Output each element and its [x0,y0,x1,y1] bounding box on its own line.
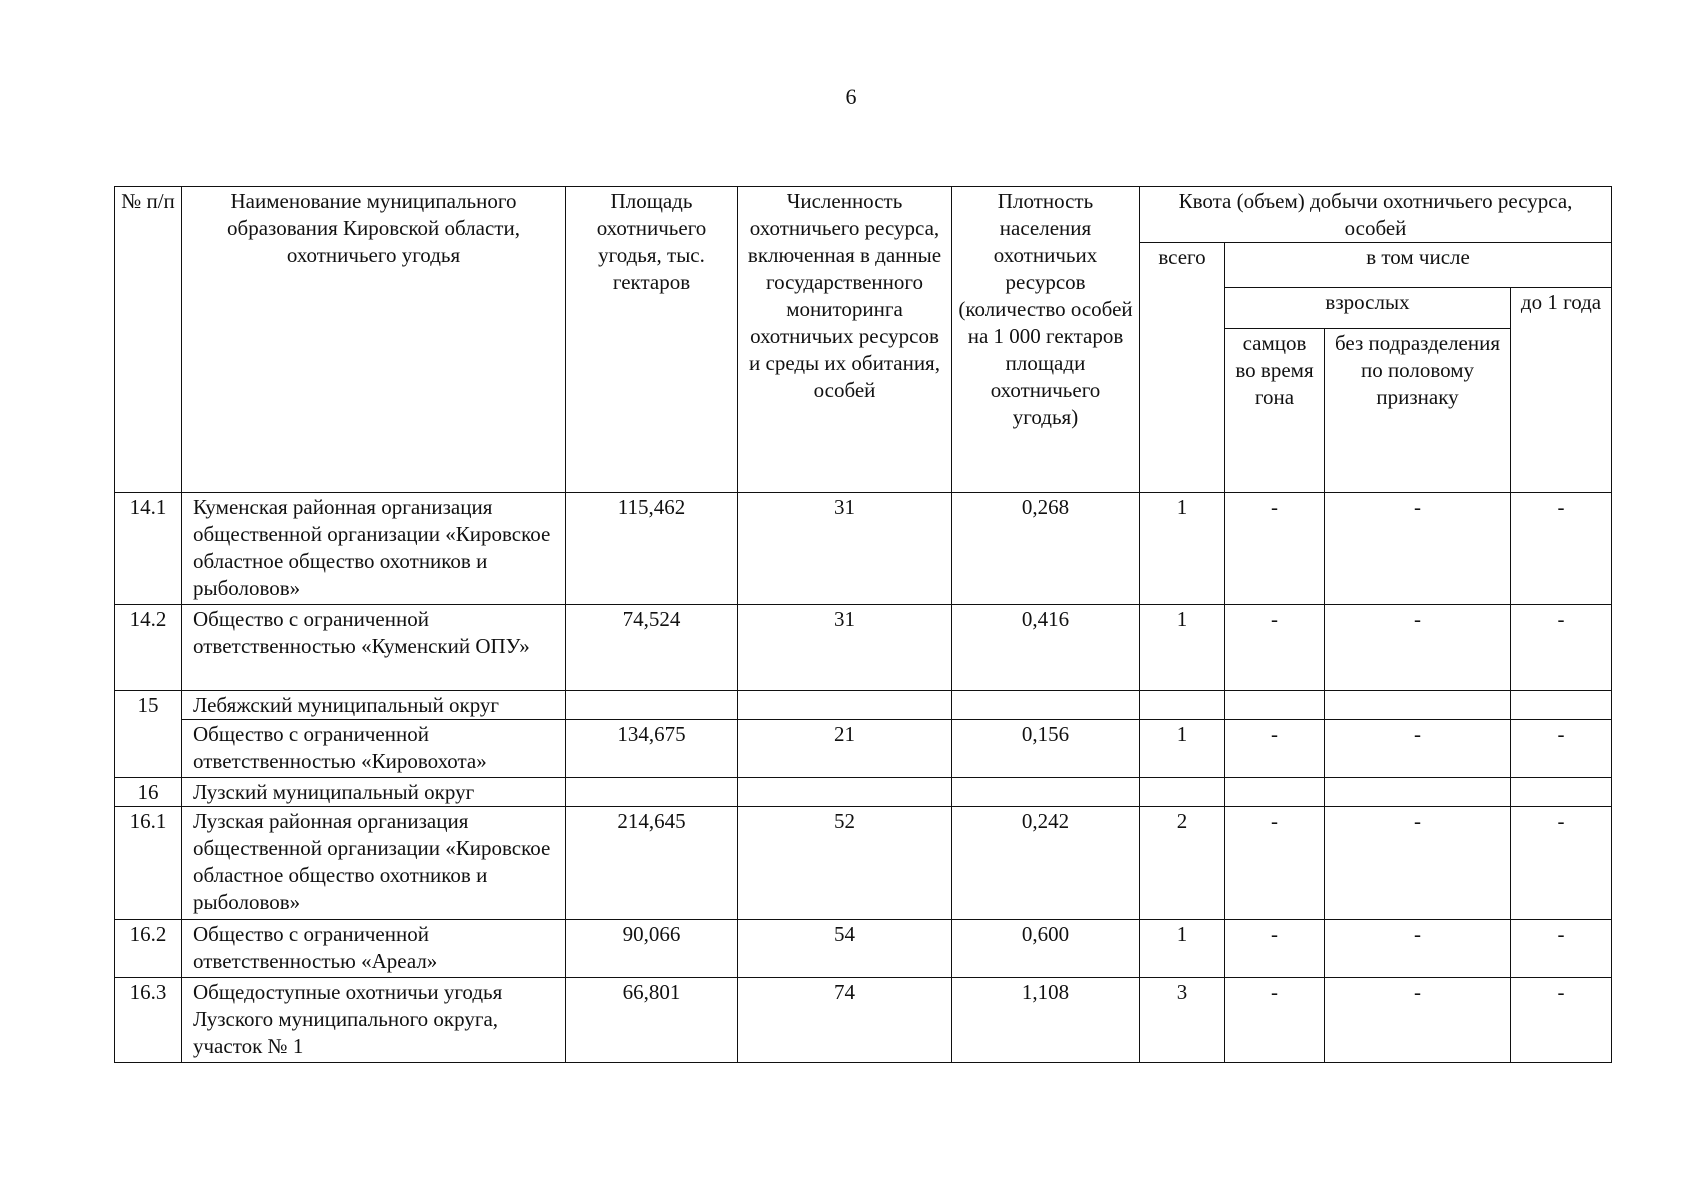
cell-nosex: - [1325,920,1511,978]
cell-total [1140,691,1225,720]
cell-num: 16.1 [115,807,182,920]
header-adults: взрослых [1225,288,1511,329]
quota-table [114,186,1612,1063]
cell-total: 1 [1140,920,1225,978]
cell-nosex: - [1325,605,1511,691]
cell-name: Общество с ограниченной ответственностью «Кировохота» [182,720,566,778]
cell-males: - [1225,720,1325,778]
cell-nosex: - [1325,493,1511,605]
cell-total: 3 [1140,978,1225,1063]
cell-density: 0,416 [952,605,1140,691]
cell-area [566,691,738,720]
cell-nosex [1325,691,1511,720]
cell-young: - [1511,720,1612,778]
cell-males: - [1225,605,1325,691]
cell-males: - [1225,493,1325,605]
header-quota: Квота (объем) добычи охотничьего ресурса, особей [1140,187,1612,243]
cell-nosex: - [1325,720,1511,778]
cell-total: 1 [1140,720,1225,778]
cell-young: - [1511,605,1612,691]
cell-density: 0,600 [952,920,1140,978]
cell-num: 16.3 [115,978,182,1063]
cell-males: - [1225,807,1325,920]
header-males-rut: самцов во время гона [1225,329,1325,493]
table-row [115,720,1612,778]
table-row [115,807,1612,920]
table-row [115,605,1612,691]
page-number: 6 [845,84,857,109]
cell-population [738,691,952,720]
cell-area: 66,801 [566,978,738,1063]
cell-name: Куменская районная организация общественной организации «Кировское областное общество охотников и рыболовов» [182,493,566,605]
cell-name: Лузская районная организация общественной организации «Кировское областное общество охотников и рыболовов» [182,807,566,920]
cell-population: 21 [738,720,952,778]
cell-total [1140,778,1225,807]
header-no-sex: без подразделения по половому признаку [1325,329,1511,493]
cell-population: 74 [738,978,952,1063]
header-total: всего [1140,243,1225,493]
header-name: Наименование муниципального образования Кировской области, охотничьего угодья [182,187,566,493]
cell-population: 52 [738,807,952,920]
cell-density: 0,268 [952,493,1140,605]
table-row [115,978,1612,1063]
cell-population: 31 [738,493,952,605]
cell-males: - [1225,978,1325,1063]
cell-area [566,778,738,807]
table-row [115,920,1612,978]
header-area: Площадь охотничьего угодья, тыс. гектаров [566,187,738,493]
cell-young: - [1511,493,1612,605]
cell-nosex: - [1325,978,1511,1063]
header-under-one: до 1 года [1511,288,1612,493]
cell-density [952,778,1140,807]
header-including: в том числе [1225,243,1612,288]
cell-name: Общедоступные охотничьи угодья Лузского муниципального округа, участок № 1 [182,978,566,1063]
cell-population: 31 [738,605,952,691]
cell-nosex [1325,778,1511,807]
cell-density [952,691,1140,720]
cell-population: 54 [738,920,952,978]
cell-total: 1 [1140,605,1225,691]
cell-area: 74,524 [566,605,738,691]
cell-num: 16.2 [115,920,182,978]
cell-area: 90,066 [566,920,738,978]
cell-males [1225,778,1325,807]
cell-young: - [1511,807,1612,920]
header-population: Численность охотничьего ресурса, включенная в данные государственного мониторинга охотничьих ресурсов и среды их обитания, особей [738,187,952,493]
header-density: Плотность населения охотничьих ресурсов (количество особей на 1 000 гектаров площади охотничьего угодья) [952,187,1140,493]
cell-name: Лузский муниципальный округ [182,778,566,807]
cell-density: 0,242 [952,807,1140,920]
cell-name: Общество с ограниченной ответственностью «Куменский ОПУ» [182,605,566,691]
cell-young: - [1511,978,1612,1063]
cell-density: 1,108 [952,978,1140,1063]
table-row [115,493,1612,605]
cell-num: 16 [115,778,182,807]
cell-young [1511,691,1612,720]
cell-num: 15 [115,691,182,778]
cell-num: 14.1 [115,493,182,605]
cell-area: 115,462 [566,493,738,605]
cell-total: 2 [1140,807,1225,920]
header-num: № п/п [115,187,182,493]
cell-num: 14.2 [115,605,182,691]
cell-total: 1 [1140,493,1225,605]
cell-young [1511,778,1612,807]
cell-area: 214,645 [566,807,738,920]
cell-name: Общество с ограниченной ответственностью «Ареал» [182,920,566,978]
cell-males [1225,691,1325,720]
cell-density: 0,156 [952,720,1140,778]
cell-population [738,778,952,807]
table-row [115,778,1612,807]
table-row [115,691,1612,720]
cell-young: - [1511,920,1612,978]
cell-nosex: - [1325,807,1511,920]
cell-area: 134,675 [566,720,738,778]
cell-name: Лебяжский муниципальный округ [182,691,566,720]
cell-males: - [1225,920,1325,978]
